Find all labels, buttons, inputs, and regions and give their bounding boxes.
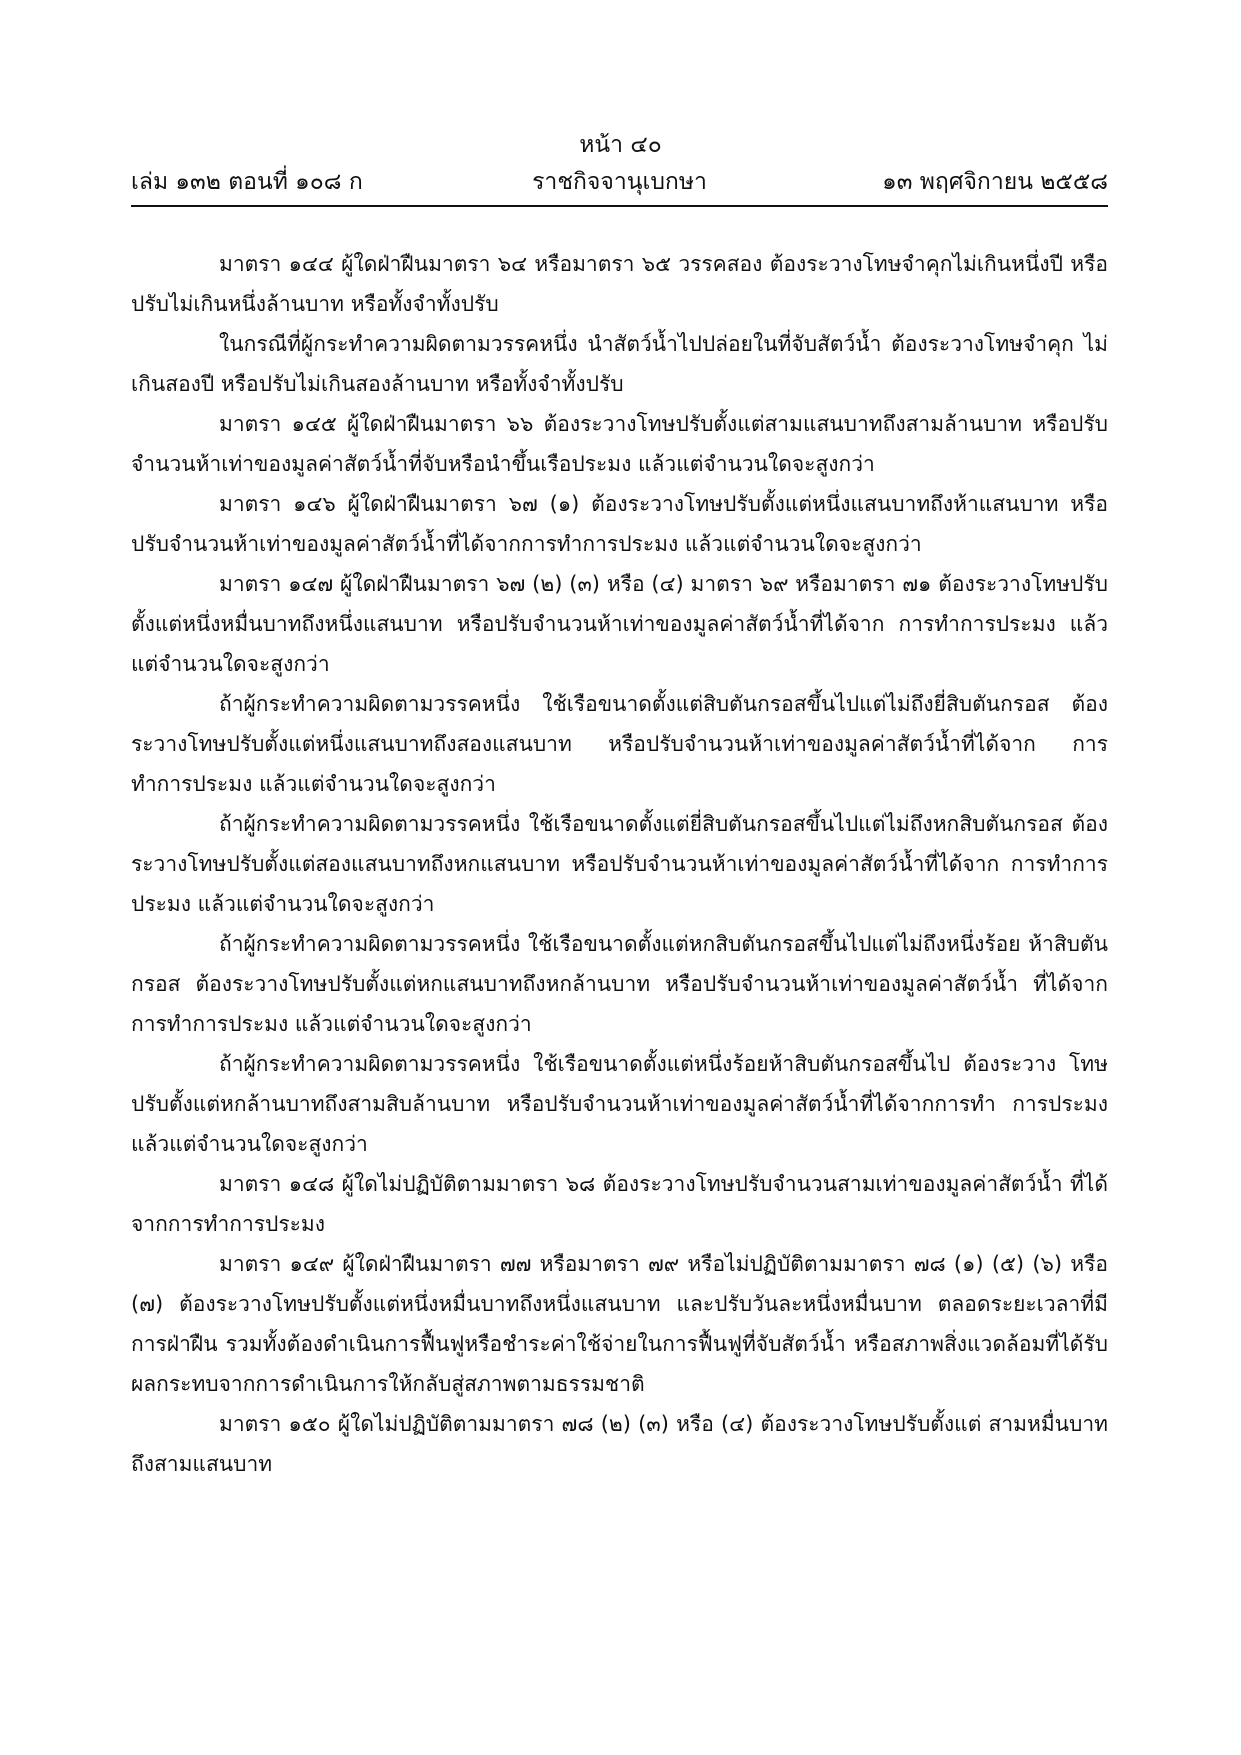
section-145: มาตรา ๑๔๕ ผู้ใดฝ่าฝืนมาตรา ๖๖ ต้องระวางโทษปรับตั้งแต่สามแสนบาทถึงสามล้านบาท หรือปรับจำนวนห้าเท่าของมูลค่าสัตว์น้ำที่จับหรือนำขึ้นเรือประมง แล้วแต่จำนวนใดจะสูงกว่า: [131, 412, 1108, 476]
page-number: หน้า ๔๐: [579, 132, 662, 158]
volume-issue: เล่ม ๑๓๒ ตอนที่ ๑๐๘ ก: [131, 169, 363, 195]
section-149: มาตรา ๑๔๙ ผู้ใดฝ่าฝืนมาตรา ๗๗ หรือมาตรา ๗๙ หรือไม่ปฏิบัติตามมาตรา ๗๘ (๑) (๕) (๖) หรือ (๗) ต้องระวางโทษปรับตั้งแต่หนึ่งหมื่นบาทถึงหนึ่งแสนบาท และปรับวันละหนึ่งหมื่นบาท ตลอดระยะเวลาที่มีการฝ่าฝืน รวมทั้งต้องดำเนินการฟื้นฟูหรือชำระค่าใช้จ่ายในการฟื้นฟูที่จับสัตว์น้ำ หรือสภาพสิ่งแวดล้อมที่ได้รับผลกระทบจากการดำเนินการให้กลับสู่สภาพตามธรรมชาติ: [131, 1252, 1108, 1396]
running-header: [131, 167, 1108, 199]
section-146: มาตรา ๑๔๖ ผู้ใดฝ่าฝืนมาตรา ๖๗ (๑) ต้องระวางโทษปรับตั้งแต่หนึ่งแสนบาทถึงห้าแสนบาท หรือปรับจำนวนห้าเท่าของมูลค่าสัตว์น้ำที่ได้จากการทำการประมง แล้วแต่จำนวนใดจะสูงกว่า: [131, 492, 1108, 556]
section-147-paragraph-3: ถ้าผู้กระทำความผิดตามวรรคหนึ่ง ใช้เรือขนาดตั้งแต่ยี่สิบตันกรอสขึ้นไปแต่ไม่ถึงหกสิบตันกรอส ต้องระวางโทษปรับตั้งแต่สองแสนบาทถึงหกแสนบาท หรือปรับจำนวนห้าเท่าของมูลค่าสัตว์น้ำที่ได้จาก การทำการประมง แล้วแต่จำนวนใดจะสูงกว่า: [131, 812, 1108, 916]
section-144-paragraph-2: ในกรณีที่ผู้กระทำความผิดตามวรรคหนึ่ง นำสัตว์น้ำไปปล่อยในที่จับสัตว์น้ำ ต้องระวางโทษจำคุก ไม่เกินสองปี หรือปรับไม่เกินสองล้านบาท หรือทั้งจำทั้งปรับ: [131, 332, 1108, 396]
section-150: มาตรา ๑๕๐ ผู้ใดไม่ปฏิบัติตามมาตรา ๗๘ (๒) (๓) หรือ (๔) ต้องระวางโทษปรับตั้งแต่ สามหมื่นบาทถึงสามแสนบาท: [131, 1412, 1108, 1476]
section-147: มาตรา ๑๔๗ ผู้ใดฝ่าฝืนมาตรา ๖๗ (๒) (๓) หรือ (๔) มาตรา ๖๙ หรือมาตรา ๗๑ ต้องระวางโทษปรับตั้งแต่หนึ่งหมื่นบาทถึงหนึ่งแสนบาท หรือปรับจำนวนห้าเท่าของมูลค่าสัตว์น้ำที่ได้จาก การทำการประมง แล้วแต่จำนวนใดจะสูงกว่า: [131, 572, 1108, 676]
section-147-paragraph-5: ถ้าผู้กระทำความผิดตามวรรคหนึ่ง ใช้เรือขนาดตั้งแต่หนึ่งร้อยห้าสิบตันกรอสขึ้นไป ต้องระวาง โทษปรับตั้งแต่หกล้านบาทถึงสามสิบล้านบาท หรือปรับจำนวนห้าเท่าของมูลค่าสัตว์น้ำที่ได้จากการทำ การประมง แล้วแต่จำนวนใดจะสูงกว่า: [131, 1052, 1108, 1156]
section-147-paragraph-2: ถ้าผู้กระทำความผิดตามวรรคหนึ่ง ใช้เรือขนาดตั้งแต่สิบตันกรอสขึ้นไปแต่ไม่ถึงยี่สิบตันกรอส ต้องระวางโทษปรับตั้งแต่หนึ่งแสนบาทถึงสองแสนบาท หรือปรับจำนวนห้าเท่าของมูลค่าสัตว์น้ำที่ได้จาก การทำการประมง แล้วแต่จำนวนใดจะสูงกว่า: [131, 692, 1108, 796]
section-144: มาตรา ๑๔๔ ผู้ใดฝ่าฝืนมาตรา ๖๔ หรือมาตรา ๖๕ วรรคสอง ต้องระวางโทษจำคุกไม่เกินหนึ่งปี หรือปรับไม่เกินหนึ่งล้านบาท หรือทั้งจำทั้งปรับ: [131, 252, 1108, 316]
header-divider: [131, 205, 1108, 207]
document-body: [131, 244, 1108, 1484]
publication-date: ๑๓ พฤศจิกายน ๒๕๕๘: [882, 169, 1108, 195]
section-147-paragraph-4: ถ้าผู้กระทำความผิดตามวรรคหนึ่ง ใช้เรือขนาดตั้งแต่หกสิบตันกรอสขึ้นไปแต่ไม่ถึงหนึ่งร้อย ห้าสิบตันกรอส ต้องระวางโทษปรับตั้งแต่หกแสนบาทถึงหกล้านบาท หรือปรับจำนวนห้าเท่าของมูลค่าสัตว์น้ำ ที่ได้จากการทำการประมง แล้วแต่จำนวนใดจะสูงกว่า: [131, 932, 1108, 1036]
section-148: มาตรา ๑๔๘ ผู้ใดไม่ปฏิบัติตามมาตรา ๖๘ ต้องระวางโทษปรับจำนวนสามเท่าของมูลค่าสัตว์น้ำ ที่ได้จากการทำการประมง: [131, 1172, 1108, 1236]
publication-name: ราชกิจจานุเบกษา: [532, 169, 707, 195]
